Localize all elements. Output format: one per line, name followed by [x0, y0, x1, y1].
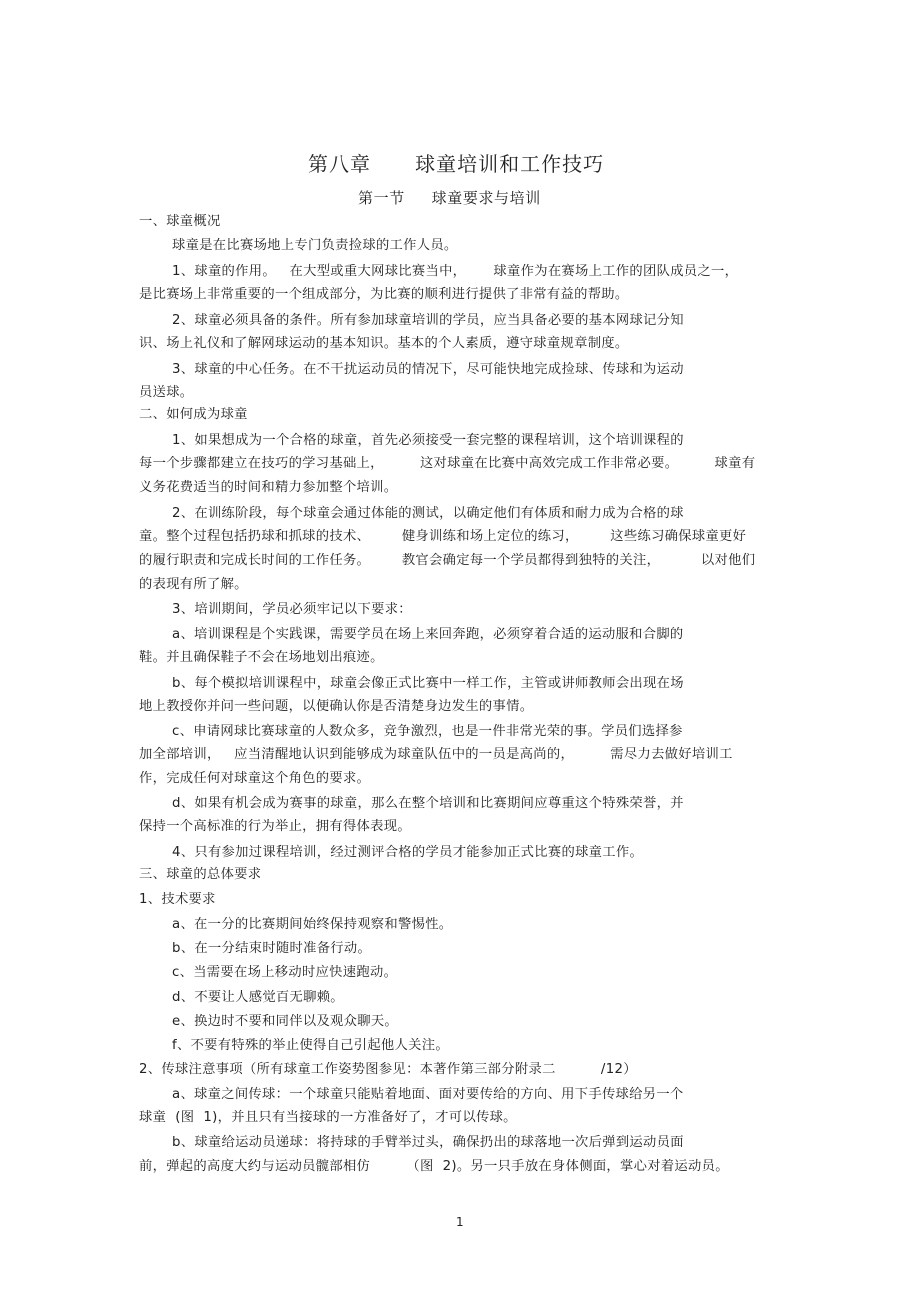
- paragraph-line: 童。整个过程包括扔球和抓球的技术、 健身训练和场上定位的练习， 这些练习确保球童更好: [139, 529, 747, 544]
- paragraph-line: 义务花费适当的时间和精力参加整个培训。: [139, 480, 398, 495]
- paragraph-line: 作，完成任何对球童这个角色的要求。: [139, 771, 371, 786]
- list-item: d、不要让人感觉百无聊赖。: [172, 990, 344, 1005]
- paragraph-line: 员送球。: [139, 385, 194, 400]
- paragraph-line: b、球童给运动员递球：将持球的手臂举过头，确保扔出的球落地一次后弹到运动员面: [172, 1135, 684, 1150]
- paragraph-line: d、如果有机会成为赛事的球童，那么在整个培训和比赛期间应尊重这个特殊荣誉，并: [172, 796, 684, 811]
- paragraph-line: c、申请网球比赛球童的人数众多，竞争激烈，也是一件非常光荣的事。学员们选择参: [172, 724, 683, 739]
- paragraph-line: 1、如果想成为一个合格的球童，首先必须接受一套完整的课程培训，这个培训课程的: [172, 433, 684, 448]
- heading-line: 2、传球注意事项（所有球童工作姿势图参见：本著作第三部分附录二 /12）: [139, 1062, 637, 1077]
- paragraph-line: 3、球童的中心任务。在不干扰运动员的情况下，尽可能快地完成捡球、传球和为运动: [172, 362, 684, 377]
- list-item: e、换边时不要和同伴以及观众聊天。: [172, 1014, 399, 1029]
- paragraph-line: 是比赛场上非常重要的一个组成部分，为比赛的顺利进行提供了非常有益的帮助。: [139, 287, 629, 302]
- paragraph-line: a、培训课程是个实践课，需要学员在场上来回奔跑，必须穿着合适的运动服和合脚的: [172, 627, 684, 642]
- paragraph-line: 识、场上礼仪和了解网球运动的基本知识。基本的个人素质，遵守球童规章制度。: [139, 336, 629, 351]
- paragraph-line: 2、球童必须具备的条件。所有参加球童培训的学员，应当具备必要的基本网球记分知: [172, 313, 684, 328]
- heading-line: 二、如何成为球童: [139, 407, 248, 422]
- paragraph-line: b、每个模拟培训课程中，球童会像正式比赛中一样工作，主管或讲师教师会出现在场: [172, 676, 684, 691]
- paragraph-line: 加全部培训， 应当清醒地认识到能够成为球童队伍中的一员是高尚的， 需尽力去做好培训工: [139, 747, 733, 762]
- heading-line: 1、技术要求: [139, 892, 216, 907]
- section-title: 第一节 球童要求与培训: [358, 189, 541, 207]
- paragraph-line: 保持一个高标准的行为举止，拥有得体表现。: [139, 819, 411, 834]
- page-number: 1: [456, 1215, 464, 1229]
- paragraph-line: 地上教授你并问一些问题，以便确认你是否清楚身边发生的事情。: [139, 699, 534, 714]
- list-item: f、不要有特殊的举止使得自己引起他人关注。: [172, 1038, 449, 1053]
- paragraph-line: 鞋。并且确保鞋子不会在场地划出痕迹。: [139, 650, 384, 665]
- list-item: c、当需要在场上移动时应快速跑动。: [172, 965, 398, 980]
- paragraph-line: 球童是在比赛场地上专门负责捡球的工作人员。: [172, 238, 458, 253]
- list-item: a、在一分的比赛期间始终保持观察和警惕性。: [172, 917, 453, 932]
- list-item: b、在一分结束时随时准备行动。: [172, 941, 372, 956]
- paragraph-line: 1、球童的作用。 在大型或重大网球比赛当中， 球童作为在赛场上工作的团队成员之一，: [172, 264, 739, 279]
- paragraph-line: 每一个步骤都建立在技巧的学习基础上， 这对球童在比赛中高效完成工作非常必要。 球童有: [139, 456, 756, 471]
- chapter-title: 第八章 球童培训和工作技巧: [308, 152, 605, 176]
- paragraph-line: 前，弹起的高度大约与运动员髋部相仿 （图 2)。另一只手放在身体侧面，掌心对着运动员。: [139, 1159, 729, 1174]
- paragraph-line: 的表现有所了解。: [139, 577, 248, 592]
- heading-line: 三、球童的总体要求: [139, 867, 262, 882]
- paragraph-line: 2、在训练阶段，每个球童会通过体能的测试，以确定他们有体质和耐力成为合格的球: [172, 506, 684, 521]
- paragraph-line: a、球童之间传球：一个球童只能贴着地面、面对要传给的方向、用下手传球给另一个: [172, 1087, 684, 1102]
- paragraph-line: 球童 (图 1)，并且只有当接球的一方准备好了，才可以传球。: [139, 1110, 517, 1125]
- paragraph-line: 的履行职责和完成长时间的工作任务。 教官会确定每一个学员都得到独特的关注， 以对他们: [139, 553, 756, 568]
- paragraph-line: 4、只有参加过课程培训，经过测评合格的学员才能参加正式比赛的球童工作。: [172, 845, 644, 860]
- paragraph-line: 3、培训期间，学员必须牢记以下要求：: [172, 602, 412, 617]
- heading-line: 一、球童概况: [139, 214, 221, 229]
